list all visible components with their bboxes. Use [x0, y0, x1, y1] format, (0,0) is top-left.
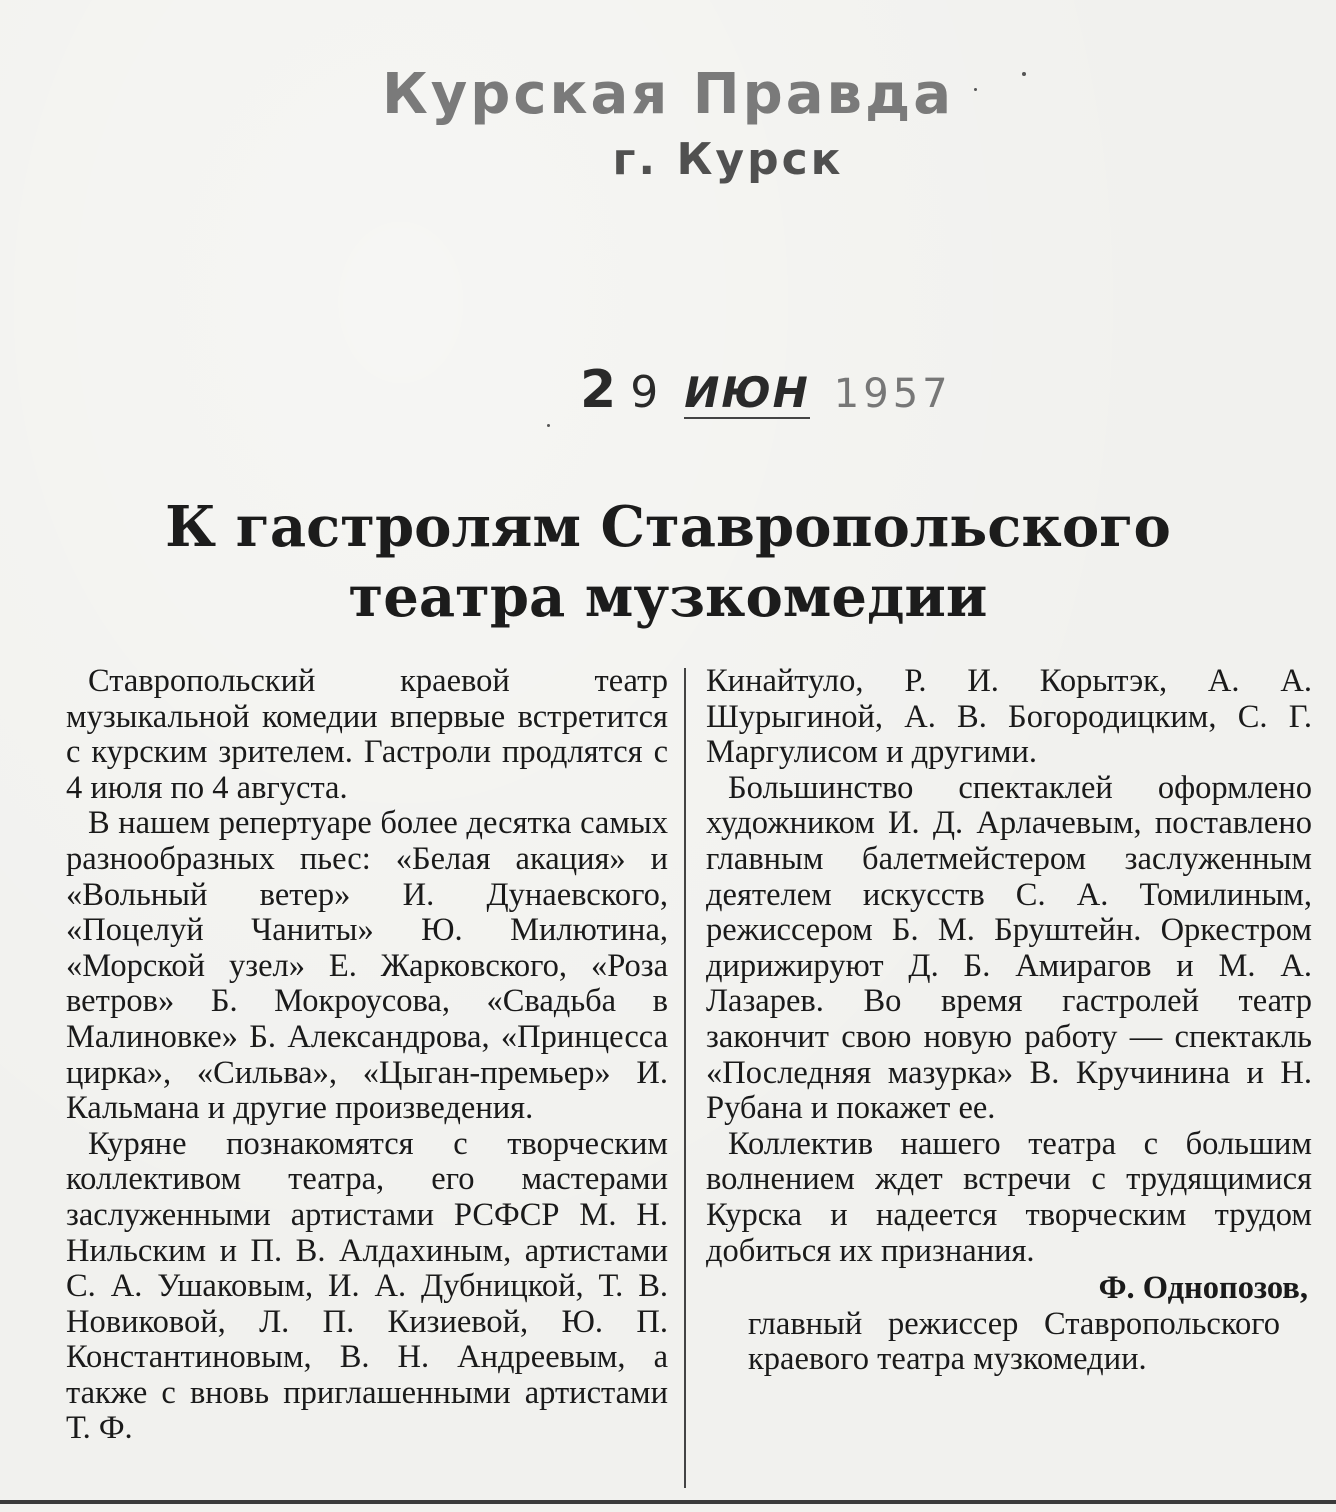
article-paragraph: Коллектив нашего театра с большим волнением ждет встречи с трудящимися Курска и надеется творческим трудом добиться их признания.	[706, 1125, 1312, 1269]
date-stamp-year: 1957	[833, 371, 952, 417]
article-paragraph: В нашем репертуаре более десятка самых разнообразных пьес: «Белая акация» и «Вольный ветер» И. Дунаевского, «Поцелуй Чаниты» Ю. Милютина, «Морской узел» Е. Жарковского, «Роза ветров» Б. Мокроусова, «Свадьба в Малиновке» Б. Александрова, «Принцесса цирка», «Сильва», «Цыган-премьер» И. Кальмана и другие произведения.	[66, 805, 668, 1127]
author-signature: Ф. Однопозов,	[1098, 1270, 1308, 1307]
date-stamp-day-second-digit: 9	[630, 367, 659, 418]
article-column-right	[706, 664, 1312, 1378]
date-stamp	[580, 360, 952, 440]
city-stamp: г. Курск	[612, 134, 844, 185]
clipping-bottom-edge	[0, 1500, 1336, 1504]
newspaper-name-stamp: Курская Правда	[381, 62, 954, 127]
print-speck	[1022, 72, 1026, 76]
date-stamp-month: ИЮН	[684, 368, 810, 417]
article-paragraph: Куряне познакомятся с творческим коллективом театра, его мастерами заслуженными артистами РСФСР М. Н. Нильским и П. В. Алдахиным, артистами С. А. Ушаковым, И. А. Дубницкой, Т. В. Новиковой, Л. П. Кизиевой, Ю. П. Константиновым, В. Н. Андреевым, а также с вновь приглашенными артистами Т. Ф.	[66, 1125, 668, 1447]
column-divider	[684, 668, 686, 1488]
headline-line-1: К гастролям Ставропольского	[165, 494, 1171, 560]
article-column-left	[66, 664, 668, 1447]
article-headline	[0, 492, 1336, 632]
article-paragraph: Ставропольский краевой театр музыкальной комедии впервые встретится с курским зрителем. Гастроли продлятся с 4 июля по 4 августа.	[66, 663, 668, 806]
print-speck	[974, 88, 977, 91]
print-speck	[547, 424, 550, 427]
author-role: главный режиссер Ставропольского краевого театра музкомедии.	[748, 1305, 1280, 1378]
headline-line-2: театра музкомедии	[348, 564, 988, 630]
article-paragraph-continuation: Кинайтуло, Р. И. Корытэк, А. А. Шурыгиной, А. В. Богородицким, С. Г. Маргулисом и другими.	[706, 663, 1312, 771]
date-stamp-day-first-digit: 2	[580, 360, 617, 420]
article-paragraph: Большинство спектаклей оформлено художником И. Д. Арлачевым, поставлено главным балетмейстером заслуженным деятелем искусств С. А. Томилиным, режиссером Б. М. Бруштейн. Оркестром дирижируют Д. Б. Амирагов и М. А. Лазарев. Во время гастролей театр закончит свою новую работу — спектакль «Последняя мазурка» В. Кручинина и Н. Рубана и покажет ее.	[706, 769, 1312, 1127]
